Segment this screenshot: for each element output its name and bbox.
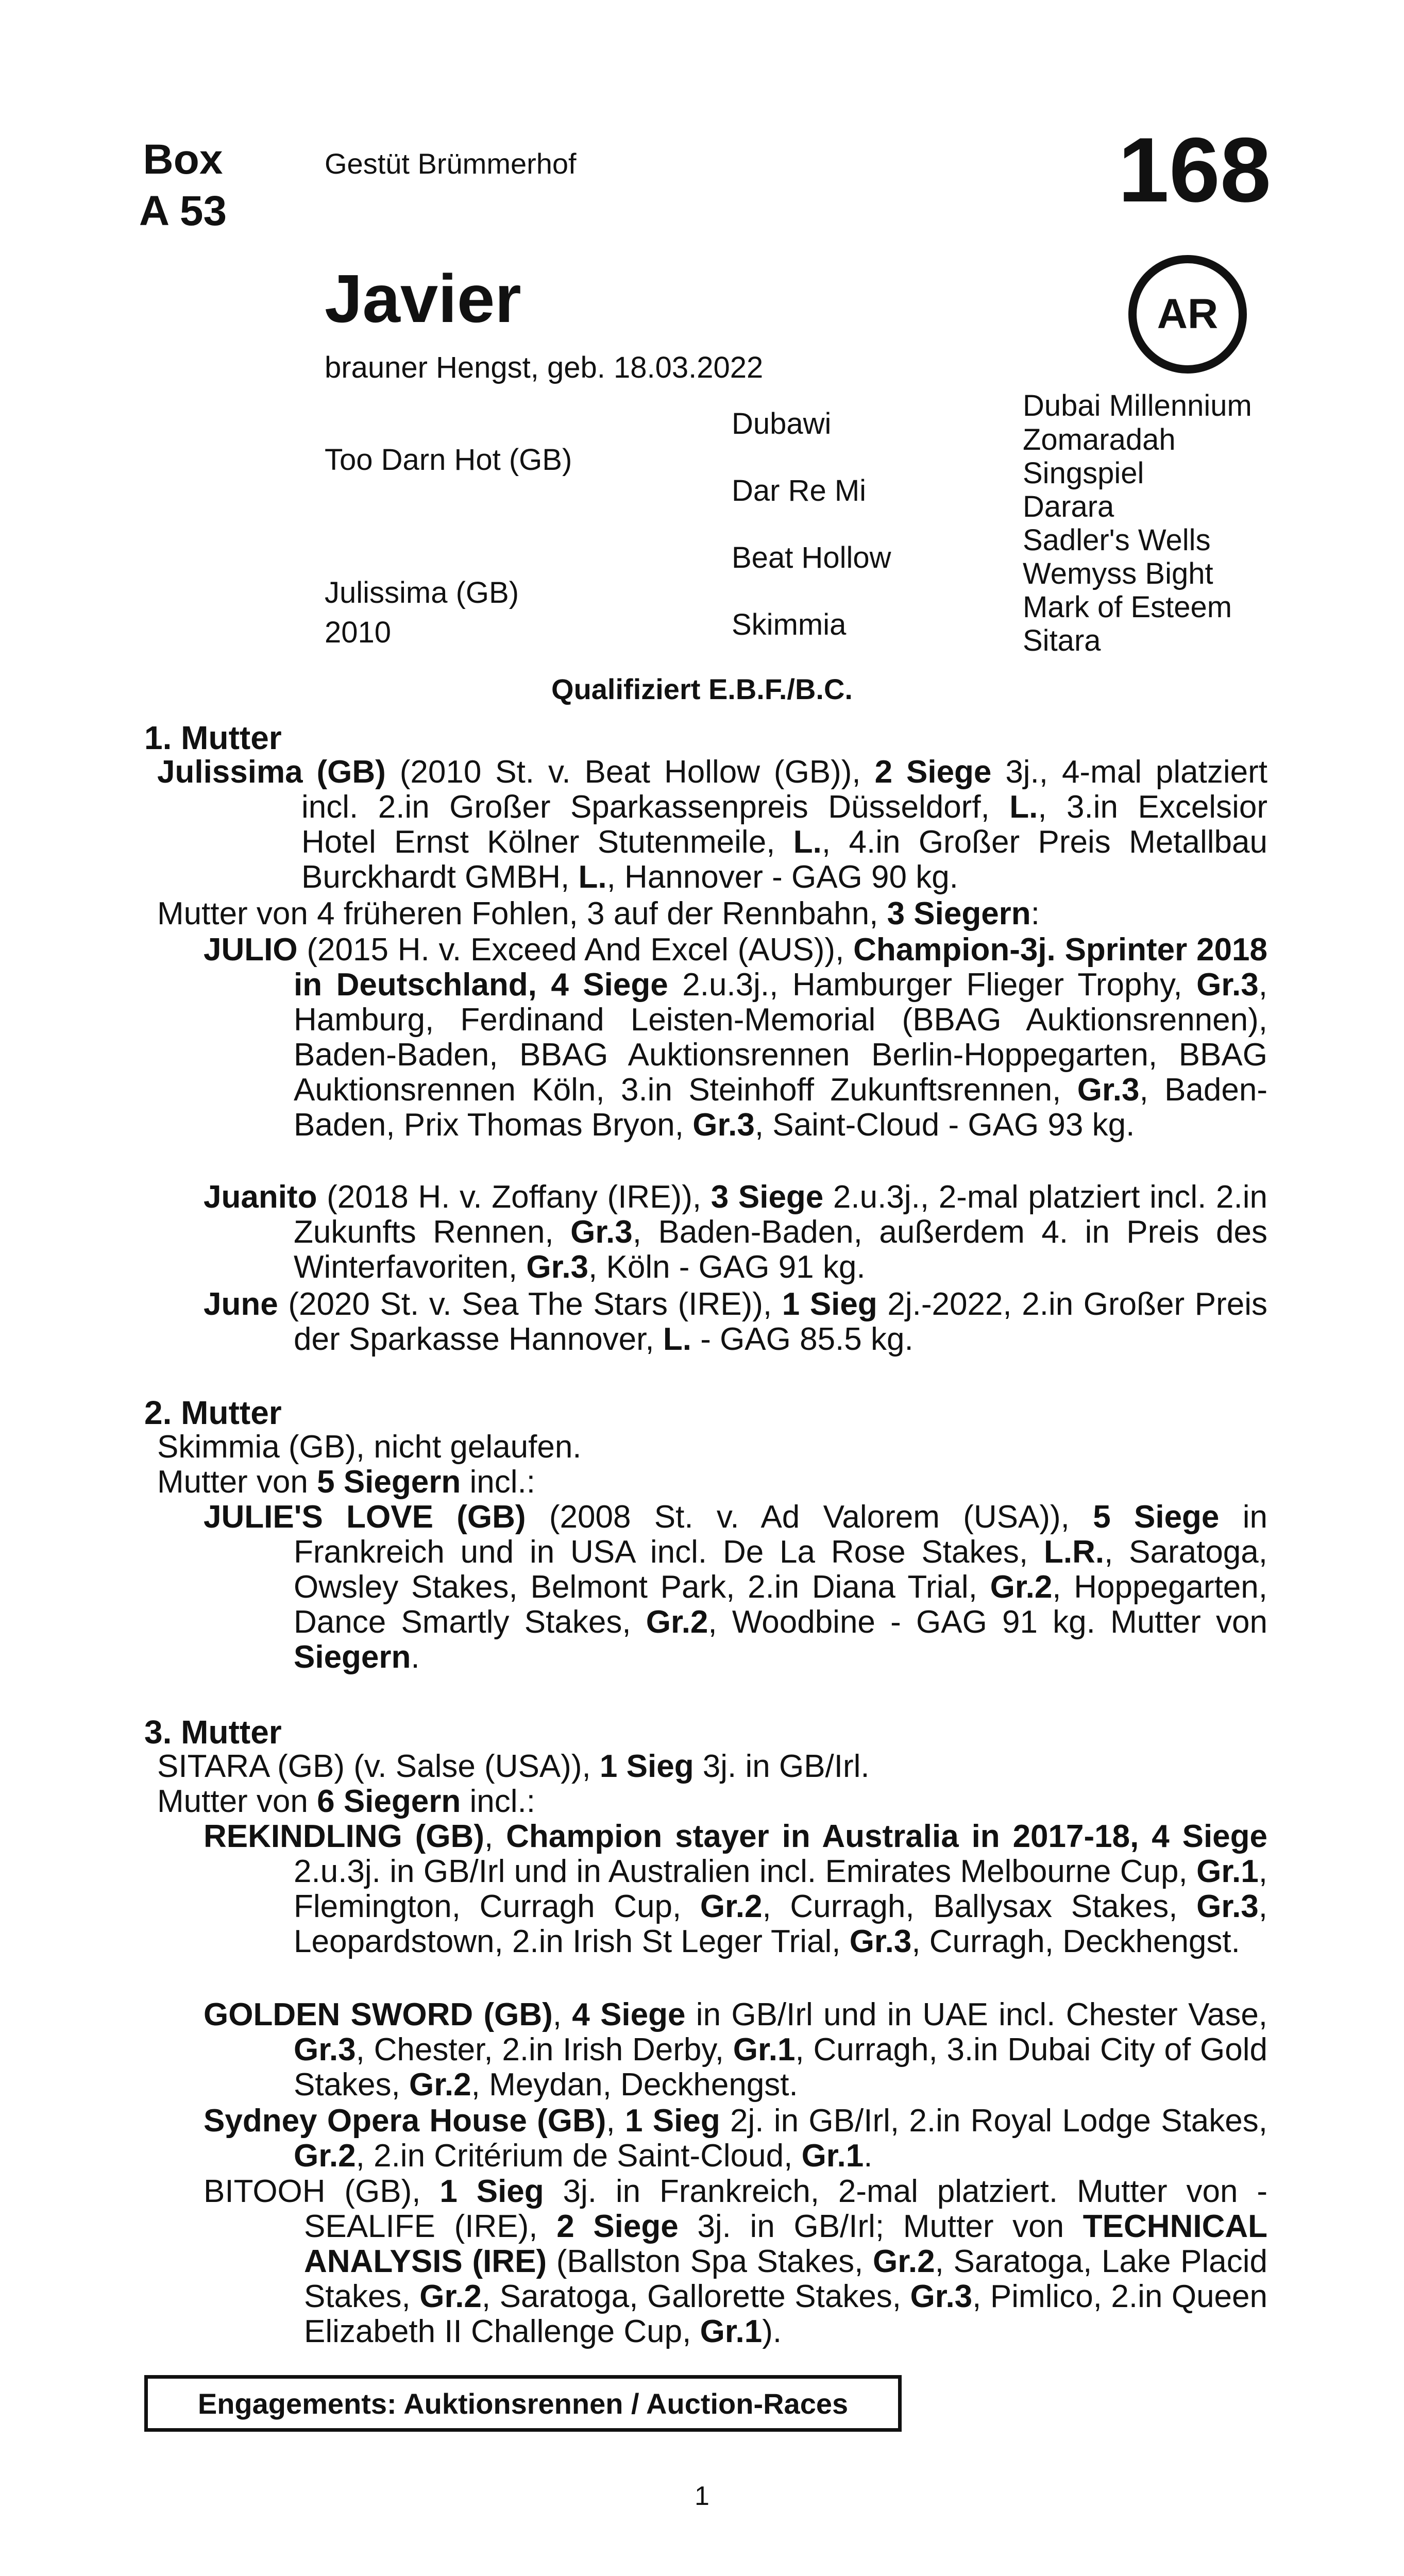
- julies-love-winners: Siegern: [294, 1639, 411, 1675]
- juanito-group-2: Gr.3: [526, 1249, 589, 1285]
- ar-badge: [1128, 255, 1247, 374]
- pedigree-gen2-4: Skimmia: [732, 608, 847, 641]
- dam-produce: [157, 896, 1291, 931]
- dam-text-4: , 4.in Großer Preis Metallbau Burckhardt GMBH,: [301, 824, 1267, 895]
- engagements-box: [144, 2375, 902, 2432]
- bitooh-group-3: Gr.3: [910, 2279, 973, 2314]
- box-number: A 53: [139, 188, 227, 234]
- julies-love-text-4: , Hoppegarten, Dance Smartly Stakes,: [294, 1569, 1267, 1640]
- june-name: June: [204, 1286, 278, 1322]
- third-dam-produce-end: incl.:: [461, 1784, 535, 1819]
- pedigree-gen3-5: Sadler's Wells: [1023, 523, 1211, 557]
- offspring-golden-sword: [204, 1997, 1267, 2103]
- rekindling-group-3: Gr.3: [1196, 1889, 1259, 1924]
- sydney-opera-house-text-2: 2j. in GB/Irl, 2.in Royal Lodge Stakes,: [720, 2103, 1267, 2139]
- bitooh-text-7: , Pimlico, 2.in Queen Elizabeth II Challenge Cup,: [304, 2279, 1267, 2349]
- june-text-1: (2020 St. v. Sea The Stars (IRE)),: [278, 1286, 782, 1322]
- julio-name: JULIO: [204, 932, 298, 968]
- june-listed: L.: [663, 1321, 691, 1357]
- june-wins: 1 Sieg: [782, 1286, 877, 1322]
- second-dam-line: Skimmia (GB), nicht gelaufen.: [157, 1429, 582, 1465]
- juanito-text-1: (2018 H. v. Zoffany (IRE)),: [317, 1179, 711, 1215]
- bitooh-text-6: , Saratoga, Gallorette Stakes,: [481, 2279, 910, 2314]
- julio-group-2: Gr.3: [1077, 1072, 1140, 1108]
- offspring-rekindling: [204, 1819, 1267, 1959]
- julies-love-wins: 5 Siege: [1093, 1499, 1220, 1535]
- julies-love-group-1: Gr.2: [990, 1569, 1053, 1605]
- rekindling-group-2: Gr.2: [700, 1889, 763, 1924]
- julio-text-5: , Saint-Cloud - GAG 93 kg.: [754, 1107, 1135, 1143]
- section-heading-1: 1. Mutter: [144, 719, 282, 756]
- sydney-opera-house-wins: 1 Sieg: [625, 2103, 720, 2139]
- pedigree-dam-year: 2010: [325, 616, 392, 649]
- golden-sword-text-3: , Chester, 2.in Irish Derby,: [356, 2032, 733, 2067]
- box-label: [119, 134, 247, 237]
- dam-listed-2: L.: [793, 824, 822, 860]
- sydney-opera-house-group-1: Gr.2: [294, 2138, 356, 2174]
- pedigree-sire: Too Darn Hot (GB): [325, 443, 572, 477]
- offspring-sydney-opera-house: [204, 2104, 1267, 2174]
- rekindling-text-1: ,: [484, 1819, 506, 1854]
- julio-group-1: Gr.3: [1196, 967, 1259, 1003]
- julies-love-text-5: , Woodbine - GAG 91 kg. Mutter von: [708, 1604, 1267, 1640]
- june-text-3: - GAG 85.5 kg.: [691, 1321, 914, 1357]
- julies-love-text-1: (2008 St. v. Ad Valorem (USA)),: [526, 1499, 1093, 1535]
- dam-text-3: , 3.in Excelsior Hotel Ernst Kölner Stutenmeile,: [301, 789, 1267, 860]
- sealife-wins: 2 Siege: [556, 2209, 679, 2244]
- third-dam-text: SITARA (GB) (v. Salse (USA)),: [157, 1749, 600, 1784]
- rekindling-text-6: , Curragh, Deckhengst.: [911, 1924, 1240, 1959]
- lot-number: 168: [1118, 118, 1271, 221]
- golden-sword-text-2: in GB/Irl und in UAE incl. Chester Vase,: [685, 1997, 1268, 2032]
- qualification: Qualifiziert E.B.F./B.C.: [551, 673, 853, 705]
- dam-name: Julissima (GB): [157, 754, 386, 790]
- produce-end: :: [1030, 896, 1040, 931]
- julio-text-2: 2.u.3j., Hamburger Flieger Trophy,: [668, 967, 1197, 1003]
- bitooh-group-4: Gr.1: [700, 2314, 763, 2349]
- julies-love-group-2: Gr.2: [646, 1604, 708, 1640]
- sydney-opera-house-name: Sydney Opera House (GB): [204, 2103, 606, 2139]
- produce-text: Mutter von 4 früheren Fohlen, 3 auf der Rennbahn,: [157, 896, 887, 931]
- technical-analysis-name: TECHNICAL ANALYSIS (IRE): [304, 2209, 1267, 2279]
- golden-sword-name: GOLDEN SWORD (GB): [204, 1997, 553, 2032]
- pedigree-gen2-2: Dar Re Mi: [732, 474, 867, 507]
- offspring-julies-love: [204, 1500, 1267, 1675]
- horse-description: brauner Hengst, geb. 18.03.2022: [325, 351, 764, 384]
- sydney-opera-house-text-4: .: [864, 2138, 873, 2174]
- offspring-june: [204, 1287, 1267, 1357]
- rekindling-name: REKINDLING (GB): [204, 1819, 484, 1854]
- golden-sword-group-3: Gr.2: [409, 2067, 471, 2103]
- julies-love-name: JULIE'S LOVE (GB): [204, 1499, 526, 1535]
- julies-love-text-2: in Frankreich und in USA incl. De La Rose Stakes,: [294, 1499, 1268, 1570]
- rekindling-text-2: 2.u.3j. in GB/Irl und in Australien incl. Emirates Melbourne Cup,: [294, 1854, 1197, 1889]
- pedigree-gen3-8: Sitara: [1023, 624, 1101, 657]
- golden-sword-group-2: Gr.1: [733, 2032, 796, 2067]
- julies-love-text-3: , Saratoga, Owsley Stakes, Belmont Park, 2.in Diana Trial,: [294, 1534, 1267, 1605]
- bitooh-group-1: Gr.2: [873, 2244, 935, 2279]
- bitooh-text-4: (Ballston Spa Stakes,: [547, 2244, 873, 2279]
- golden-sword-wins: 4 Siege: [572, 1997, 686, 2032]
- offspring-juanito: [204, 1180, 1267, 1285]
- third-dam-winners: 6 Siegern: [317, 1784, 461, 1819]
- julio-group-3: Gr.3: [692, 1107, 755, 1143]
- rekindling-text-5: , Leopardstown, 2.in Irish St Leger Trial,: [294, 1889, 1268, 1959]
- julies-love-listed: L.R.: [1043, 1534, 1105, 1570]
- juanito-text-2: 2.u.3j., 2-mal platziert incl. 2.in Zukunfts Rennen,: [294, 1179, 1267, 1250]
- golden-sword-text-5: , Meydan, Deckhengst.: [471, 2067, 798, 2103]
- julio-bold-1: Champion-3j. Sprinter 2018 in Deutschland, 4 Siege: [294, 932, 1268, 1003]
- bitooh-text-5: , Saratoga, Lake Placid Stakes,: [304, 2244, 1267, 2314]
- juanito-text-4: , Köln - GAG 91 kg.: [588, 1249, 866, 1285]
- pedigree-gen2-3: Beat Hollow: [732, 541, 891, 574]
- dam-text-2: 3j., 4-mal platziert incl. 2.in Großer Sparkassenpreis Düsseldorf,: [301, 754, 1267, 825]
- pedigree-gen3-3: Singspiel: [1023, 456, 1144, 490]
- golden-sword-text-4: , Curragh, 3.in Dubai City of Gold Stakes,: [294, 2032, 1267, 2103]
- juanito-text-3: , Baden-Baden, außerdem 4. in Preis des Winterfavoriten,: [294, 1214, 1267, 1285]
- bitooh-text-1: BITOOH (GB),: [204, 2174, 440, 2209]
- box-title: Box: [143, 136, 223, 183]
- third-dam-wins: 1 Sieg: [599, 1749, 694, 1784]
- golden-sword-group-1: Gr.3: [294, 2032, 356, 2067]
- dam-text-5: , Hannover - GAG 90 kg.: [606, 859, 958, 895]
- pedigree-gen2-1: Dubawi: [732, 407, 832, 440]
- page-number: 1: [695, 2481, 709, 2511]
- dam-listed-1: L.: [1009, 789, 1038, 825]
- second-dam-produce-text: Mutter von: [157, 1464, 317, 1500]
- offspring-bitooh: [204, 2174, 1267, 2349]
- third-dam-produce-text: Mutter von: [157, 1784, 317, 1819]
- second-dam-winners: 5 Siegern: [317, 1464, 461, 1500]
- golden-sword-text-1: ,: [552, 1997, 572, 2032]
- produce-winners: 3 Siegern: [887, 896, 1031, 931]
- juanito-group-1: Gr.3: [570, 1214, 633, 1250]
- pedigree-gen3-4: Darara: [1023, 490, 1114, 523]
- rekindling-champion: Champion stayer in Australia in 2017-18, 4 Siege: [506, 1819, 1268, 1854]
- pedigree-gen3-6: Wemyss Bight: [1023, 557, 1213, 590]
- second-dam-produce: [157, 1465, 1291, 1500]
- julio-text-3: , Hamburg, Ferdinand Leisten-Memorial (BBAG Auktionsrennen), Baden-Baden, BBAG Auktionsrennen Berlin-Hoppegarten, BBAG Auktionsrennen Köln, 3.in Steinhoff Zukunftsrennen,: [294, 967, 1267, 1108]
- julio-text-4: , Baden-Baden, Prix Thomas Bryon,: [294, 1072, 1267, 1143]
- bitooh-group-2: Gr.2: [419, 2279, 482, 2314]
- rekindling-text-4: , Curragh, Ballysax Stakes,: [762, 1889, 1197, 1924]
- rekindling-text-3: , Flemington, Curragh Cup,: [294, 1854, 1267, 1924]
- julio-text-1: (2015 H. v. Exceed And Excel (AUS)),: [297, 932, 854, 968]
- pedigree-dam: Julissima (GB): [325, 576, 519, 609]
- dam-listed-3: L.: [578, 859, 607, 895]
- section-heading-2: 2. Mutter: [144, 1394, 282, 1431]
- breeder: Gestüt Brümmerhof: [325, 147, 577, 180]
- second-dam-produce-end: incl.:: [461, 1464, 535, 1500]
- sydney-opera-house-text-1: ,: [606, 2103, 625, 2139]
- bitooh-text-8: ).: [762, 2314, 782, 2349]
- dam-record: [157, 755, 1267, 895]
- offspring-julio: [204, 933, 1267, 1143]
- ar-badge-text: AR: [1157, 291, 1219, 337]
- pedigree-gen3-2: Zomaradah: [1023, 423, 1176, 456]
- third-dam-line: [157, 1749, 1291, 1784]
- rekindling-group-4: Gr.3: [849, 1924, 912, 1959]
- bitooh-text-2: 3j. in Frankreich, 2-mal platziert. Mutter von - SEALIFE (IRE),: [304, 2174, 1268, 2244]
- section-heading-3: 3. Mutter: [144, 1714, 282, 1751]
- julies-love-text-6: .: [411, 1639, 420, 1675]
- rekindling-group-1: Gr.1: [1196, 1854, 1259, 1889]
- bitooh-wins: 1 Sieg: [439, 2174, 544, 2209]
- horse-name: Javier: [325, 261, 521, 336]
- dam-wins: 2 Siege: [874, 754, 992, 790]
- dam-text-1: (2010 St. v. Beat Hollow (GB)),: [385, 754, 875, 790]
- third-dam-end: 3j. in GB/Irl.: [693, 1749, 870, 1784]
- juanito-wins: 3 Siege: [711, 1179, 824, 1215]
- third-dam-produce: [157, 1784, 1291, 1819]
- sydney-opera-house-group-2: Gr.1: [801, 2138, 864, 2174]
- june-text-2: 2j.-2022, 2.in Großer Preis der Sparkasse Hannover,: [294, 1286, 1268, 1357]
- bitooh-text-3: 3j. in GB/Irl; Mutter von: [678, 2209, 1083, 2244]
- sydney-opera-house-text-3: , 2.in Critérium de Saint-Cloud,: [356, 2138, 802, 2174]
- juanito-name: Juanito: [204, 1179, 317, 1215]
- engagements-text: Engagements: Auktionsrennen / Auction-Races: [197, 2387, 849, 2420]
- pedigree-gen3-1: Dubai Millennium: [1023, 389, 1252, 422]
- pedigree-gen3-7: Mark of Esteem: [1023, 590, 1232, 624]
